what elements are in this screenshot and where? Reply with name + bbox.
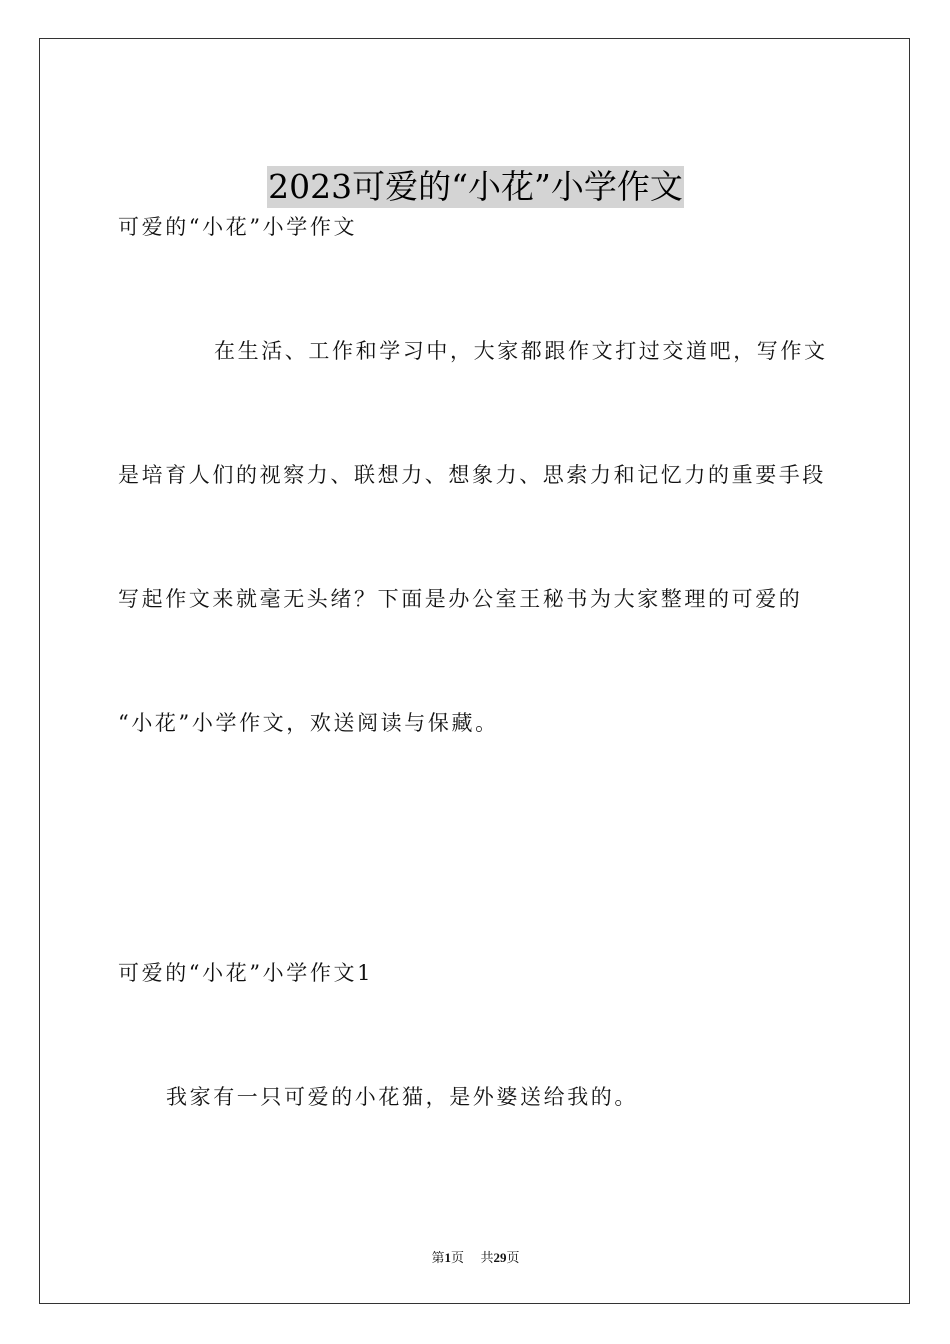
subtitle: 可爱的“小花”小学作文 <box>118 215 358 239</box>
footer-total-suffix: 页 <box>506 1251 520 1266</box>
section-heading: 可爱的“小花”小学作文1 <box>118 961 374 985</box>
footer-total-pages: 29 <box>493 1250 507 1265</box>
intro-line-3: 写起作文来就毫无头绪？下面是办公室王秘书为大家整理的可爱的 <box>118 587 803 611</box>
document-page <box>39 38 910 1304</box>
footer-total-prefix: 共 <box>480 1251 494 1266</box>
intro-line-2: 是培育人们的视察力、联想力、想象力、思索力和记忆力的重要手段 <box>118 463 826 487</box>
intro-line-1: 在生活、工作和学习中，大家都跟作文打过交道吧，写作文 <box>214 339 828 363</box>
section-first-line: 我家有一只可爱的小花猫，是外婆送给我的。 <box>166 1085 638 1109</box>
intro-line-4: “小花”小学作文，欢送阅读与保藏。 <box>118 711 499 735</box>
document-title: 2023可爱的“小花”小学作文 <box>268 167 683 206</box>
footer-page-prefix: 第 <box>431 1251 445 1266</box>
footer-page-number: 1 <box>444 1250 451 1265</box>
page-footer <box>40 1247 911 1266</box>
title-container <box>40 166 911 208</box>
footer-page-suffix: 页 <box>450 1251 464 1266</box>
